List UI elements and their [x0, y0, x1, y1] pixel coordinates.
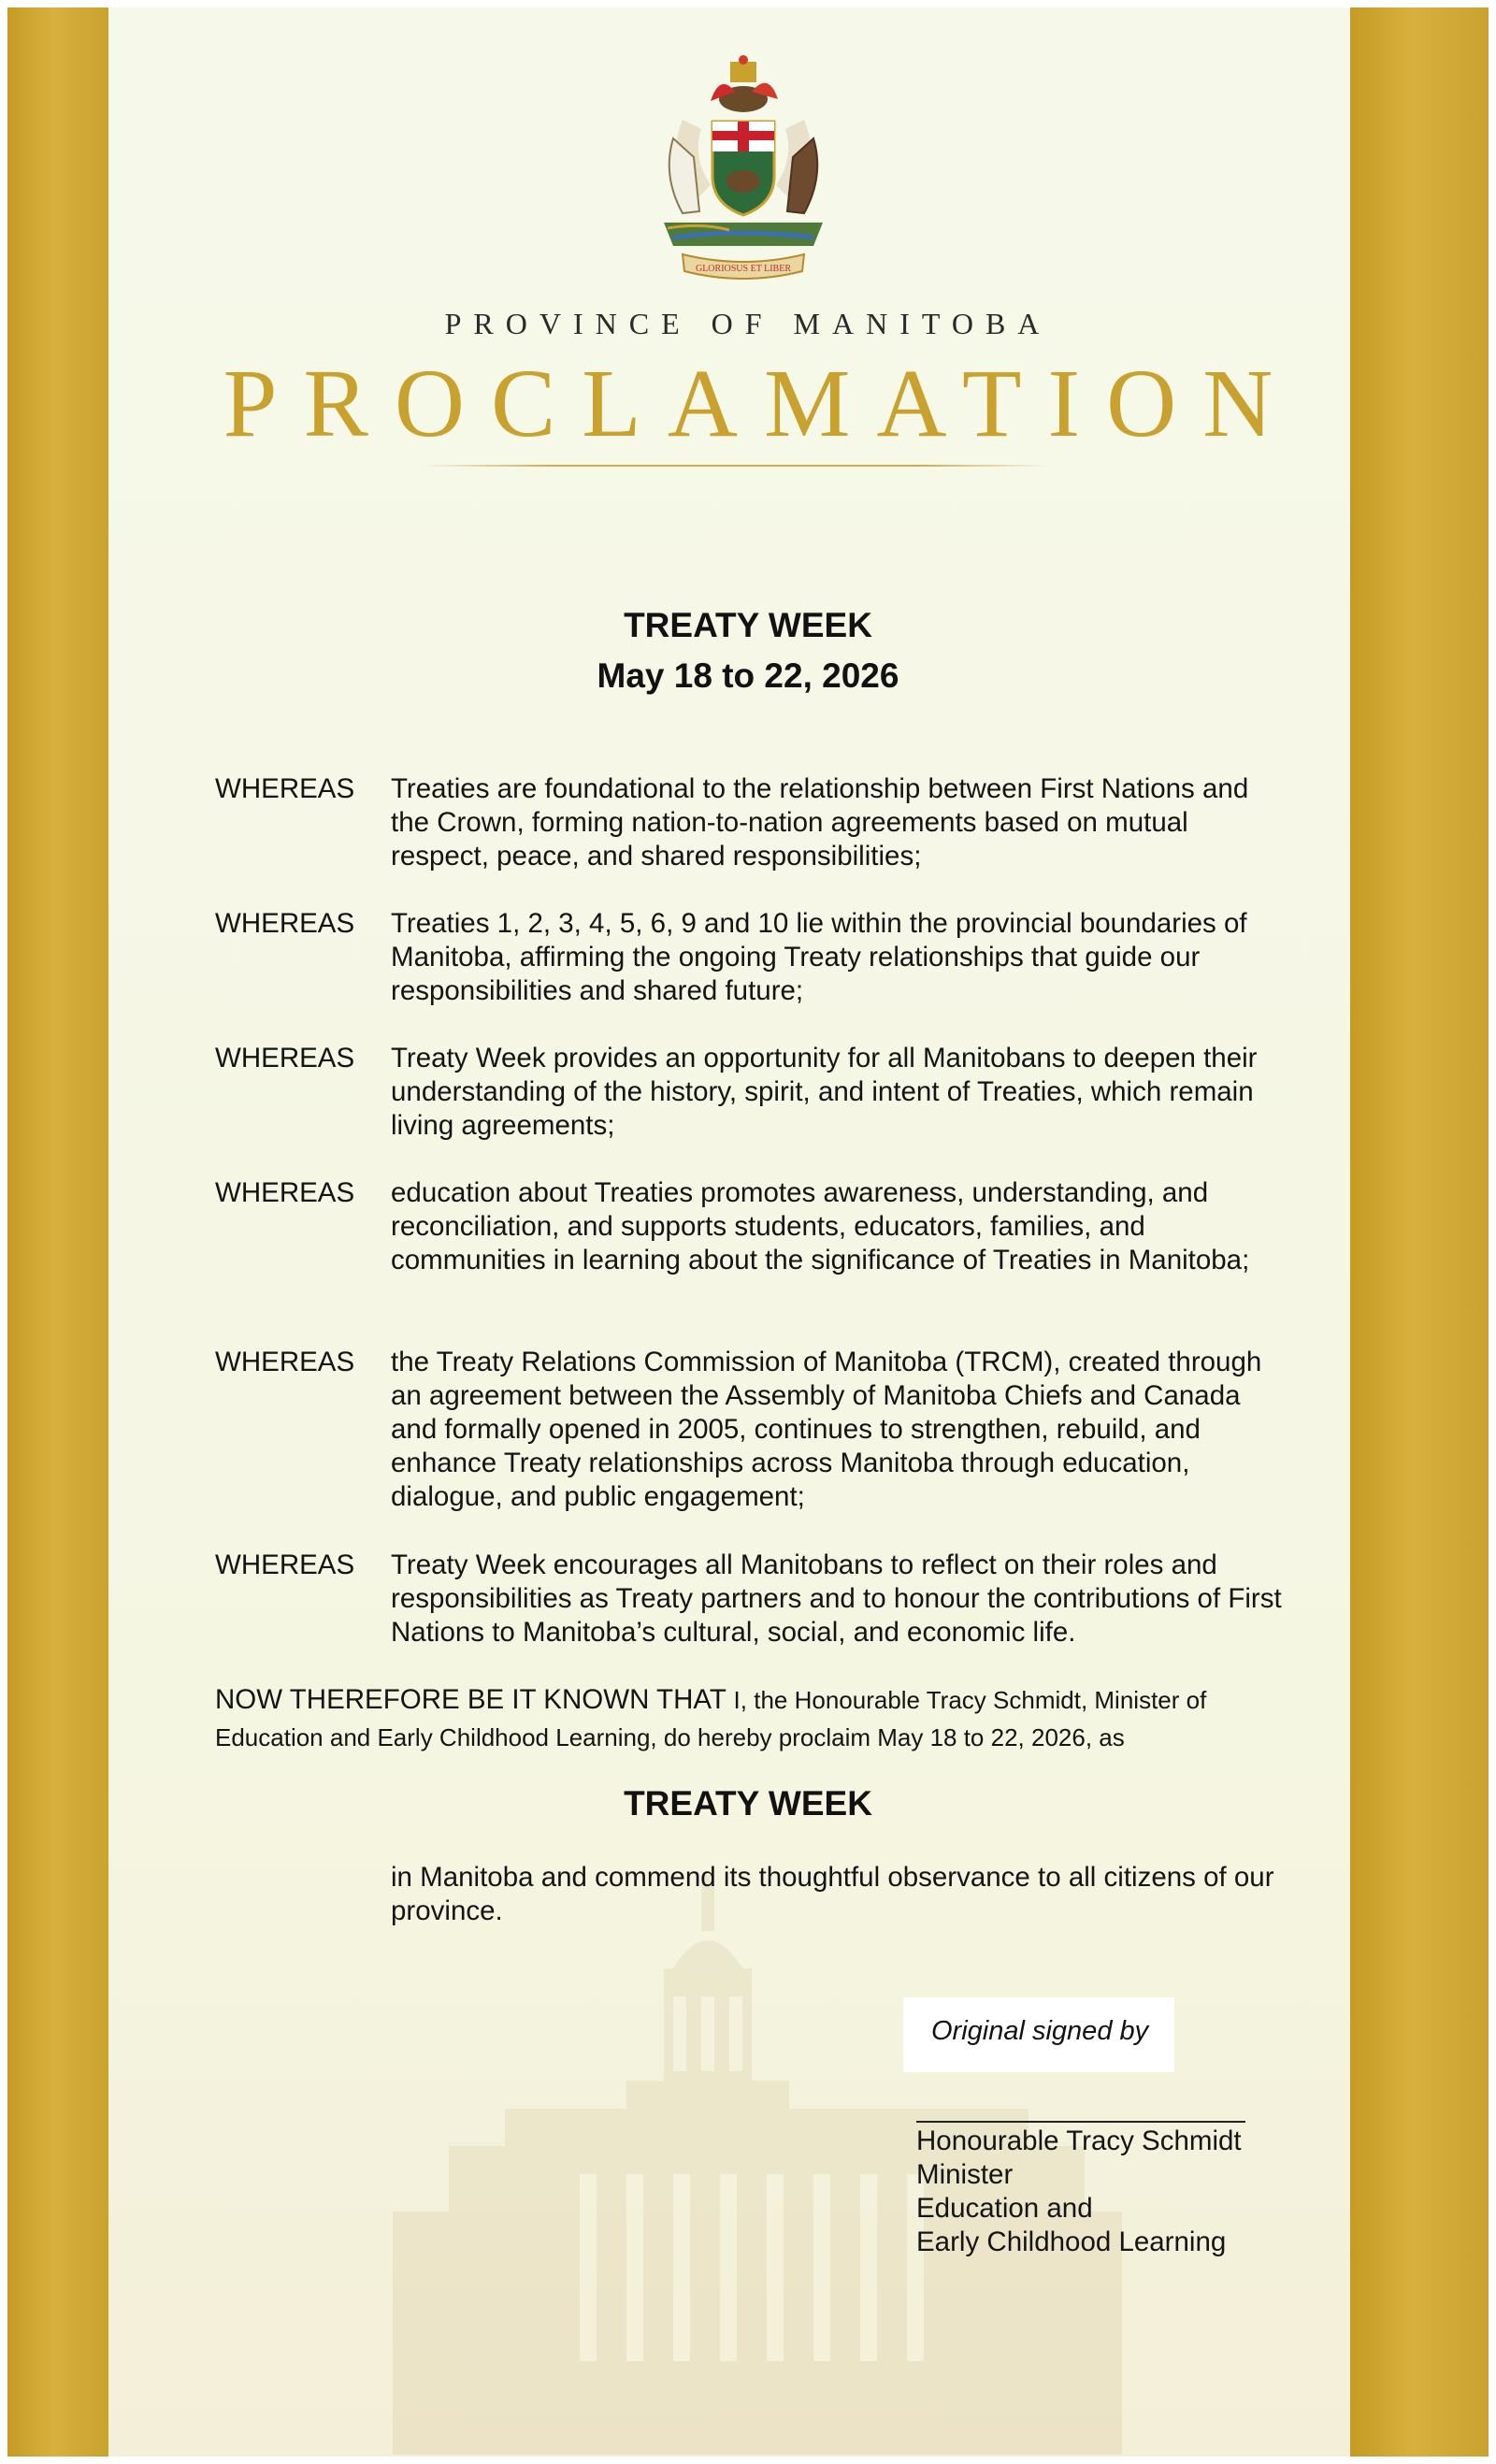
- whereas-clause-4: [215, 1176, 1290, 1277]
- whereas-keyword: WHEREAS: [215, 1043, 355, 1073]
- whereas-clause-6: [215, 1549, 1290, 1650]
- signatory-role: Minister: [916, 2159, 1014, 2190]
- whereas-keyword: WHEREAS: [215, 1549, 355, 1580]
- signature-line: [916, 2121, 1245, 2123]
- whereas-clause-2: [215, 907, 1290, 1008]
- commend-paragraph: in Manitoba and commend its thoughtful observance to all citizens of our province.: [391, 1862, 1274, 1926]
- whereas-text: Treaties are foundational to the relationship between First Nations and the Crown, forming nation-to-nation agreements based on mutual respect, peace, and shared responsibilities;: [391, 773, 1249, 872]
- title-date: May 18 to 22, 2026: [597, 656, 899, 695]
- therefore-paragraph: [215, 1681, 1290, 1756]
- whereas-text: Treaties 1, 2, 3, 4, 5, 6, 9 and 10 lie within the provincial boundaries of Manitoba, affirming the ongoing Treaty relationships that guide our responsibilities and shared future;: [391, 908, 1247, 1006]
- whereas-text: the Treaty Relations Commission of Manitoba (TRCM), created through an agreement between the Assembly of Manitoba Chiefs and Canada and formally opened in 2005, continues to strengthen, rebuild, and enhance Treaty relationships across Manitoba through education, dialogue, and public engagement;: [391, 1347, 1262, 1512]
- whereas-clause-3: [215, 1042, 1290, 1143]
- whereas-text: Treaty Week provides an opportunity for all Manitobans to deepen their understanding of the history, spirit, and intent of Treaties, which remain living agreements;: [391, 1043, 1258, 1141]
- signatory-name: Honourable Tracy Schmidt: [916, 2125, 1242, 2156]
- manitoba-coat-of-arms: [645, 54, 842, 297]
- original-signed-note: Original signed by: [931, 2016, 1149, 2046]
- proclaimed-title: TREATY WEEK: [624, 1784, 872, 1823]
- signature-block: [916, 2125, 1242, 2259]
- whereas-keyword: WHEREAS: [215, 1347, 355, 1377]
- therefore-lead: NOW THEREFORE BE IT KNOWN THAT: [215, 1684, 726, 1715]
- title-line-1: TREATY WEEK: [624, 606, 872, 644]
- signatory-department-line-2: Early Childhood Learning: [916, 2226, 1227, 2257]
- whereas-text: education about Treaties promotes awareness, understanding, and reconciliation, and supports students, educators, families, and communities in learning about the significance of Treaties in Manitoba;: [391, 1177, 1250, 1275]
- whereas-keyword: WHEREAS: [215, 773, 355, 804]
- whereas-clause-1: [215, 772, 1290, 873]
- whereas-keyword: WHEREAS: [215, 908, 355, 939]
- header-divider: [423, 465, 1047, 467]
- whereas-text: Treaty Week encourages all Manitobans to reflect on their roles and responsibilities as Treaty partners and to honour the contributions of First Nations to Manitoba’s cultural, social, and economic life.: [391, 1549, 1282, 1648]
- proclamation-heading: PROCLAMATION: [223, 350, 1300, 457]
- signatory-department-line-1: Education and: [916, 2193, 1093, 2224]
- whereas-keyword: WHEREAS: [215, 1177, 355, 1208]
- therefore-text: I, the Honourable Tracy Schmidt, Minister of Education and Early Childhood Learning, do hereby proclaim May 18 to 22, 2026, as: [215, 1686, 1207, 1751]
- province-name: PROVINCE OF MANITOBA: [444, 307, 1052, 340]
- crest-motto: GLORIOSUS ET LIBER: [695, 264, 792, 274]
- whereas-clause-5: [215, 1346, 1290, 1514]
